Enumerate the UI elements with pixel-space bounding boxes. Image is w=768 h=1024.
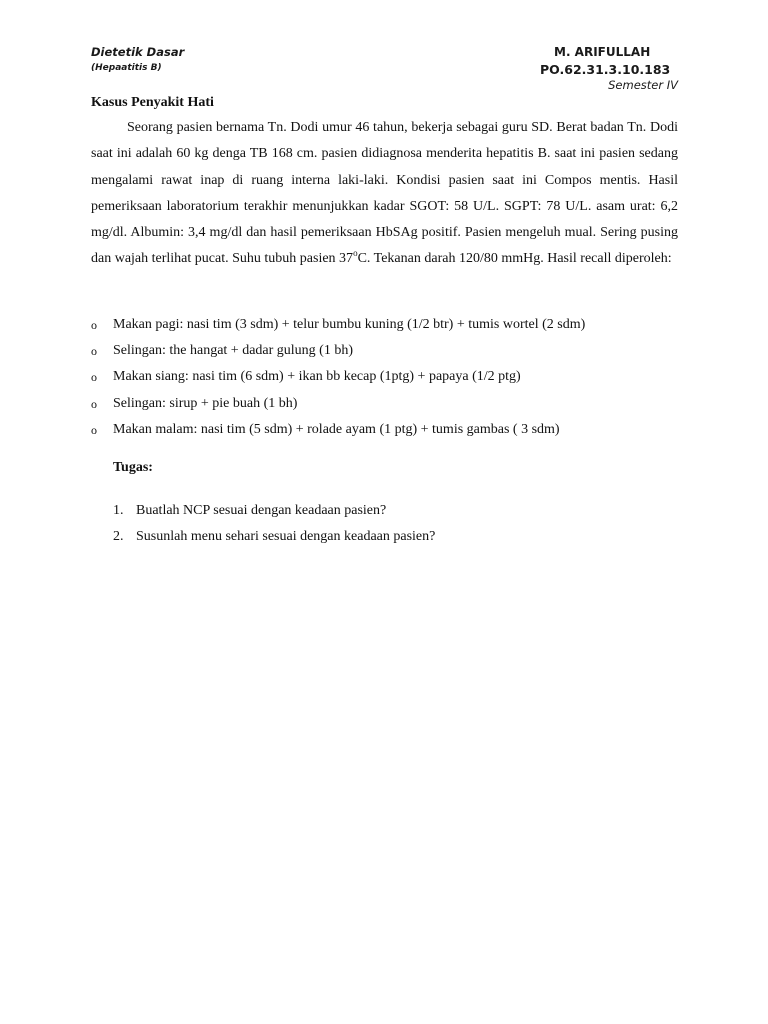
case-paragraph (91, 115, 678, 273)
case-paragraph-part1: Seorang pasien bernama Tn. Dodi umur 46 tahun, bekerja sebagai guru SD. Berat badan Tn. Dodi saat ini adalah 60 kg denga TB 168 cm. pasien didiagnosa menderita hepatitis B. saat ini pasien sedang mengalami rawat inap di ruang interna laki-laki. Kondisi pasien saat ini Compos mentis. Hasil pemeriksaan laboratorium terakhir menunjukkan kadar SGOT: 58 U/L. SGPT: 78 U/L. asam urat: 6,2 mg/dl. Albumin: 3,4 mg/dl dan hasil pemeriksaan HbSAg positif. Pasien mengeluh mual. Sering pusing dan wajah terlihat pucat. Suhu tubuh pasien 37 (91, 120, 678, 267)
task-number: 1. (113, 503, 124, 518)
degree-superscript: o (353, 247, 358, 258)
recall-item-text: Makan siang: nasi tim (6 sdm) + ikan bb kecap (1ptg) + papaya (1/2 ptg) (113, 369, 521, 385)
case-title: Kasus Penyakit Hati (91, 95, 214, 110)
recall-item-text: Selingan: the hangat + dadar gulung (1 bh) (113, 343, 354, 359)
author-name: M. ARIFULLAH (554, 45, 651, 59)
semester-label: Semester IV (608, 78, 678, 92)
task-text: Susunlah menu sehari sesuai dengan keadaan pasien? (136, 529, 436, 544)
recall-item-text: Makan malam: nasi tim (5 sdm) + rolade ayam (1 ptg) + tumis gambas ( 3 sdm) (113, 421, 560, 437)
recall-item-text: Selingan: sirup + pie buah (1 bh) (113, 395, 298, 411)
tasks-title: Tugas: (113, 460, 153, 475)
bullet-icon: o (91, 422, 97, 437)
course-topic: (Hepaatitis B) (91, 63, 162, 73)
recall-item-text: Makan pagi: nasi tim (3 sdm) + telur bumbu kuning (1/2 btr) + tumis wortel (2 sdm) (113, 317, 586, 332)
course-title: Dietetik Dasar (91, 45, 185, 59)
bullet-icon: o (91, 344, 97, 359)
bullet-icon: o (91, 318, 97, 332)
student-id: PO.62.31.3.10.183 (540, 62, 671, 77)
task-number: 2. (113, 529, 124, 544)
case-paragraph-part2: C. Tekanan darah 120/80 mmHg. Hasil recall diperoleh: (357, 251, 672, 267)
task-text: Buatlah NCP sesuai dengan keadaan pasien? (136, 503, 387, 518)
bullet-icon: o (91, 370, 97, 385)
header-left (91, 44, 184, 76)
bullet-icon: o (91, 396, 97, 411)
